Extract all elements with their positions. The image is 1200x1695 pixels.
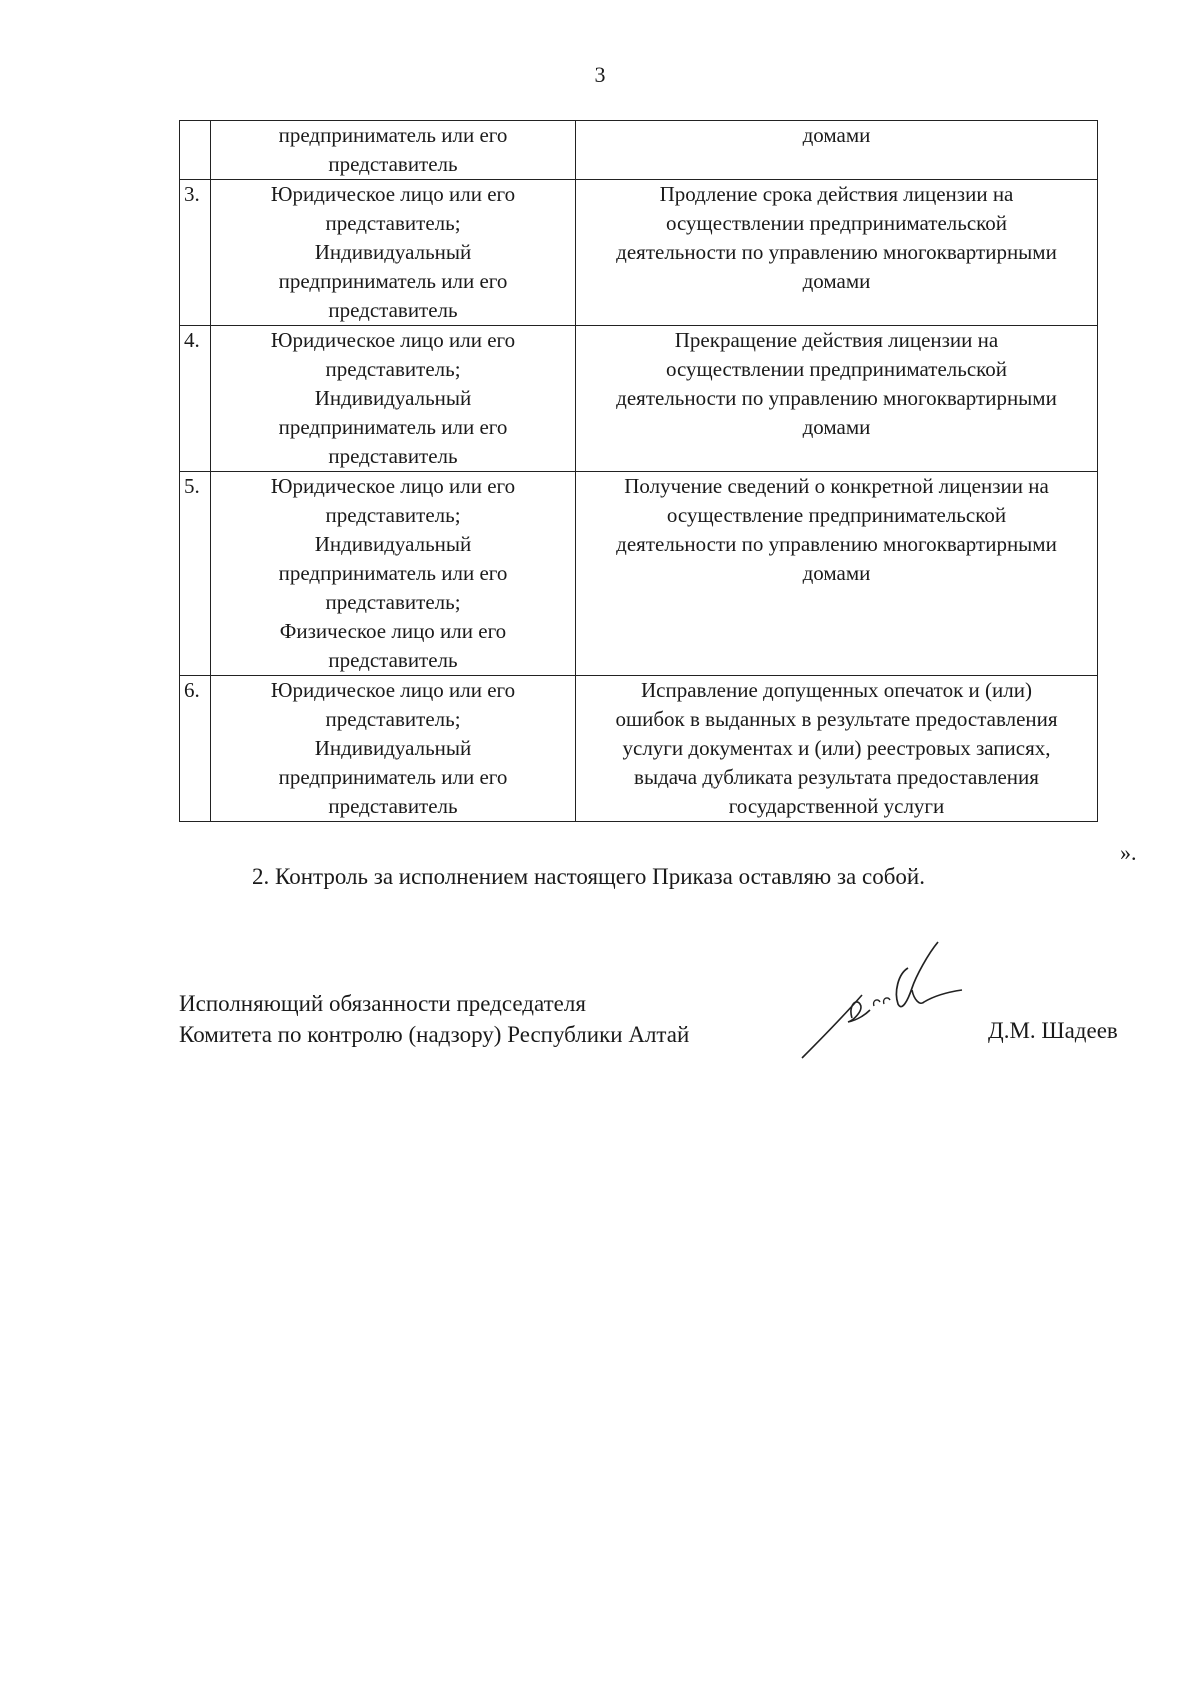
applicant-line: представитель [328, 444, 458, 468]
applicant-line: Индивидуальный [314, 532, 472, 556]
applicant-line: представитель [328, 298, 458, 322]
signature-title [179, 988, 689, 1050]
applicant-line: представитель; [325, 357, 461, 381]
services-table [179, 120, 1098, 822]
service-line: ошибок в выданных в результате предоставления [615, 707, 1058, 731]
applicant-line: представитель; [325, 590, 461, 614]
signature-title-line-1: Исполняющий обязанности председателя [179, 991, 586, 1016]
service-line: осуществление предпринимательской [666, 503, 1007, 527]
row-number-cell: 3. [180, 180, 211, 326]
applicant-line: Юридическое лицо или его [270, 328, 516, 352]
signer-name: Д.М. Шадеев [988, 1018, 1118, 1043]
applicant-line: предприниматель или его [278, 415, 508, 439]
service-line: услуги документах и (или) реестровых записях, [622, 736, 1051, 760]
service-cell [576, 326, 1098, 472]
applicant-line: представитель; [325, 707, 461, 731]
table-row [180, 180, 1098, 326]
service-line: Продление срока действия лицензии на [659, 182, 1014, 206]
service-line: Прекращение действия лицензии на [674, 328, 999, 352]
applicant-cell [211, 676, 576, 822]
closing-quote: ». [1120, 840, 1137, 865]
applicant-cell [211, 121, 576, 180]
service-line: выдача дубликата результата предоставления [634, 765, 1039, 789]
applicant-cell [211, 472, 576, 676]
applicant-line: Физическое лицо или его [279, 619, 507, 643]
row-number-cell: 4. [180, 326, 211, 472]
table-row [180, 121, 1098, 180]
applicant-line: Юридическое лицо или его [270, 474, 516, 498]
page-number: 3 [594, 62, 606, 87]
applicant-line: Юридическое лицо или его [270, 182, 516, 206]
applicant-cell [211, 180, 576, 326]
service-cell [576, 472, 1098, 676]
service-line: Исправление допущенных опечаток и (или) [641, 678, 1032, 702]
applicant-line: предприниматель или его [278, 765, 508, 789]
applicant-line: Индивидуальный [314, 736, 472, 760]
service-line: домами [802, 269, 871, 293]
applicant-line: предприниматель или его [278, 123, 508, 147]
service-line: Получение сведений о конкретной лицензии на [624, 474, 1049, 498]
service-line: домами [802, 561, 871, 585]
service-cell [576, 121, 1098, 180]
applicant-line: представитель; [325, 503, 461, 527]
applicant-line: представитель [328, 152, 458, 176]
paragraph-2: 2. Контроль за исполнением настоящего Приказа оставляю за собой. [252, 864, 925, 889]
service-line: деятельности по управлению многоквартирными [616, 240, 1057, 264]
applicant-line: представитель [328, 648, 458, 672]
applicant-line: Индивидуальный [314, 240, 472, 264]
service-cell [576, 180, 1098, 326]
service-line: деятельности по управлению многоквартирными [616, 386, 1057, 410]
applicant-line: Юридическое лицо или его [270, 678, 516, 702]
service-line: осуществлении предпринимательской [665, 211, 1008, 235]
service-cell [576, 676, 1098, 822]
applicant-line: предприниматель или его [278, 269, 508, 293]
service-line: осуществлении предпринимательской [665, 357, 1008, 381]
applicant-line: Индивидуальный [314, 386, 472, 410]
applicant-line: предприниматель или его [278, 561, 508, 585]
table-row [180, 472, 1098, 676]
applicant-line: представитель [328, 794, 458, 818]
row-number-cell [180, 121, 211, 180]
row-number-cell: 6. [180, 676, 211, 822]
handwritten-signature [800, 940, 990, 1080]
row-number-cell: 5. [180, 472, 211, 676]
applicant-cell [211, 326, 576, 472]
table-row [180, 326, 1098, 472]
service-line: государственной услуги [728, 794, 945, 818]
service-line: деятельности по управлению многоквартирными [616, 532, 1057, 556]
signature-title-line-2: Комитета по контролю (надзору) Республики Алтай [179, 1022, 690, 1047]
services-table-body [180, 121, 1098, 822]
service-line: домами [802, 415, 871, 439]
applicant-line: представитель; [325, 211, 461, 235]
service-line: домами [802, 123, 871, 147]
table-row [180, 676, 1098, 822]
